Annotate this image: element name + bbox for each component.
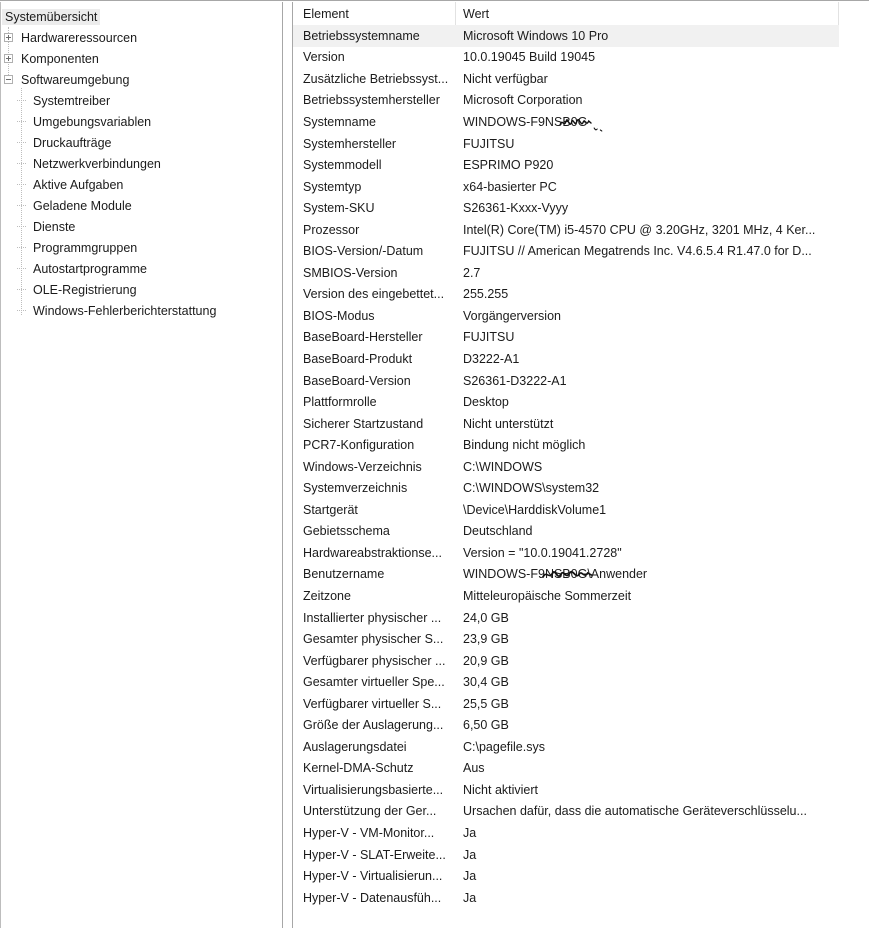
value-cell: Nicht unterstützt xyxy=(463,416,554,431)
table-row[interactable] xyxy=(293,197,839,219)
table-row[interactable] xyxy=(293,693,839,715)
value-cell: Deutschland xyxy=(463,524,533,539)
element-cell: Gesamter virtueller Spe... xyxy=(303,675,445,690)
element-cell: SMBIOS-Version xyxy=(303,265,398,280)
value-cell: Desktop xyxy=(463,395,509,410)
value-cell: ESPRIMO P920 xyxy=(463,158,554,173)
value-text: WINDOWS-F9 xyxy=(463,567,545,582)
tree-item-label: Hardwareressourcen xyxy=(21,30,138,45)
element-cell: BaseBoard-Hersteller xyxy=(303,330,423,345)
value-cell: D3222-A1 xyxy=(463,351,520,366)
table-row[interactable] xyxy=(293,671,839,693)
detail-listview xyxy=(293,2,839,908)
category-tree-panel xyxy=(0,2,283,928)
value-cell: Vorgängerversion xyxy=(463,308,561,323)
table-row[interactable] xyxy=(293,499,839,521)
table-row[interactable] xyxy=(293,521,839,543)
table-row[interactable] xyxy=(293,219,839,241)
value-text: WINDOWS-F9NS xyxy=(463,114,563,129)
element-cell: Auslagerungsdatei xyxy=(303,739,407,754)
tree-item-windows-fehlerberichterstattung[interactable] xyxy=(1,300,282,321)
element-cell: System-SKU xyxy=(303,201,375,216)
element-cell: Verfügbarer virtueller S... xyxy=(303,696,442,711)
value-cell: Ja xyxy=(463,847,477,862)
element-cell: BaseBoard-Produkt xyxy=(303,351,413,366)
table-row[interactable] xyxy=(293,348,839,370)
tree-item-umgebungsvariablen[interactable] xyxy=(1,111,282,132)
tree-item-aktive-aufgaben[interactable] xyxy=(1,174,282,195)
value-cell: Ja xyxy=(463,826,477,840)
panel-splitter[interactable] xyxy=(284,2,292,928)
expand-icon[interactable] xyxy=(4,54,13,63)
table-row[interactable] xyxy=(293,650,839,672)
element-cell: Unterstützung der Ger... xyxy=(303,804,437,819)
table-row[interactable] xyxy=(293,370,839,392)
value-cell: Aus xyxy=(463,761,485,776)
table-row[interactable] xyxy=(293,25,839,47)
table-row[interactable] xyxy=(293,477,839,499)
tree-item-label: Dienste xyxy=(33,219,76,234)
value-cell: C:\WINDOWS\system32 xyxy=(463,481,600,496)
element-cell: Version des eingebettet... xyxy=(303,287,445,302)
element-cell: Windows-Verzeichnis xyxy=(303,459,422,474)
tree-item-label: Komponenten xyxy=(21,51,99,66)
table-row[interactable] xyxy=(293,240,839,262)
value-cell: 30,4 GB xyxy=(463,675,509,690)
table-row[interactable] xyxy=(293,779,839,801)
element-cell: Virtualisierungsbasierte... xyxy=(303,782,444,797)
table-row[interactable] xyxy=(293,327,839,349)
table-row[interactable] xyxy=(293,133,839,155)
element-cell: Betriebssystemname xyxy=(303,28,420,43)
value-cell xyxy=(456,111,839,133)
value-cell: Nicht aktiviert xyxy=(463,782,539,797)
value-cell: 10.0.19045 Build 19045 xyxy=(463,50,596,65)
table-row[interactable] xyxy=(293,628,839,650)
value-cell: Microsoft Windows 10 Pro xyxy=(463,28,609,43)
tree-branch-line xyxy=(17,184,26,185)
table-row[interactable] xyxy=(293,758,839,780)
tree-item-label: Aktive Aufgaben xyxy=(33,177,124,192)
value-cell xyxy=(456,564,839,586)
listview-header xyxy=(293,2,839,25)
table-row[interactable] xyxy=(293,564,839,586)
tree-item-systemtreiber[interactable] xyxy=(1,90,282,111)
element-cell: Plattformrolle xyxy=(303,395,377,410)
element-cell: Gebietsschema xyxy=(303,524,390,539)
table-row[interactable] xyxy=(293,434,839,456)
tree-item-label: Netzwerkverbindungen xyxy=(33,156,161,171)
value-cell: C:\pagefile.sys xyxy=(463,739,545,754)
element-cell: Kernel-DMA-Schutz xyxy=(303,761,414,776)
table-row[interactable] xyxy=(293,90,839,112)
tree-item-hardwareressourcen[interactable] xyxy=(1,27,282,48)
tree-item-dienste[interactable] xyxy=(1,216,282,237)
element-cell: Hyper-V - SLAT-Erweite... xyxy=(303,847,446,862)
element-cell: Prozessor xyxy=(303,222,360,237)
element-cell: BaseBoard-Version xyxy=(303,373,411,388)
tree-item-softwareumgebung[interactable] xyxy=(1,69,282,90)
redacted-value-text xyxy=(562,115,587,129)
value-text: NSB0G xyxy=(544,567,588,582)
value-cell: Ursachen dafür, dass die automatische Geräteverschlüsselu... xyxy=(463,804,807,819)
table-row[interactable] xyxy=(293,68,839,90)
tree-item-label: Programmgruppen xyxy=(33,240,138,255)
tree-branch-line xyxy=(17,100,26,101)
value-cell: S26361-Kxxx-Vyyy xyxy=(463,201,569,216)
value-text: \Anwender xyxy=(587,567,648,582)
table-row[interactable] xyxy=(293,736,839,758)
value-cell: Microsoft Corporation xyxy=(463,93,583,108)
value-cell: 23,9 GB xyxy=(463,632,509,647)
value-cell: Mitteleuropäische Sommerzeit xyxy=(463,588,632,603)
element-cell: Zeitzone xyxy=(303,588,351,603)
value-cell: 2.7 xyxy=(463,265,481,280)
tree-item-netzwerkverbindungen[interactable] xyxy=(1,153,282,174)
tree-item-label: Geladene Module xyxy=(33,198,132,213)
element-cell: BIOS-Version/-Datum xyxy=(303,244,424,259)
tree-branch-line xyxy=(17,247,26,248)
table-row[interactable] xyxy=(293,413,839,435)
value-text: B0G xyxy=(562,114,588,129)
value-cell: Ja xyxy=(463,890,477,905)
table-row[interactable] xyxy=(293,456,839,478)
tree-branch-line xyxy=(17,310,26,311)
table-row[interactable] xyxy=(293,887,839,909)
tree-branch-line xyxy=(17,226,26,227)
element-cell: Größe der Auslagerung... xyxy=(303,718,444,733)
category-tree xyxy=(1,2,282,321)
table-row[interactable] xyxy=(293,865,839,887)
element-cell: Version xyxy=(303,50,345,65)
table-row[interactable] xyxy=(293,822,839,844)
value-cell: FUJITSU // American Megatrends Inc. V4.6.5.4 R1.47.0 for D... xyxy=(463,244,812,259)
tree-branch-line xyxy=(17,121,26,122)
column-header-element[interactable]: Element xyxy=(293,2,456,25)
element-cell: Startgerät xyxy=(303,502,358,517)
expand-icon[interactable] xyxy=(4,33,13,42)
table-row[interactable] xyxy=(293,305,839,327)
table-row[interactable] xyxy=(293,607,839,629)
table-row[interactable] xyxy=(293,542,839,564)
table-row[interactable] xyxy=(293,715,839,737)
tree-branch-line xyxy=(17,163,26,164)
tree-item-autostartprogramme[interactable] xyxy=(1,258,282,279)
element-cell: Systemverzeichnis xyxy=(303,481,408,496)
tree-item-label: Windows-Fehlerberichterstattung xyxy=(33,303,217,318)
table-row[interactable] xyxy=(293,47,839,69)
value-cell: 24,0 GB xyxy=(463,610,509,625)
collapse-icon[interactable] xyxy=(4,75,13,84)
element-cell: Hyper-V - VM-Monitor... xyxy=(303,826,435,840)
tree-item-programmgruppen[interactable] xyxy=(1,237,282,258)
table-row[interactable] xyxy=(293,801,839,823)
tree-item-label: Softwareumgebung xyxy=(21,72,130,87)
element-cell: Gesamter physischer S... xyxy=(303,632,444,647)
value-cell: FUJITSU xyxy=(463,330,515,345)
value-cell: Ja xyxy=(463,869,477,884)
table-row[interactable] xyxy=(293,284,839,306)
tree-branch-line xyxy=(17,142,26,143)
element-cell: Zusätzliche Betriebssyst... xyxy=(303,71,449,86)
element-cell: Betriebssystemhersteller xyxy=(303,93,440,108)
value-cell: 6,50 GB xyxy=(463,718,509,733)
table-row[interactable] xyxy=(293,585,839,607)
value-cell: Intel(R) Core(TM) i5-4570 CPU @ 3.20GHz, 3201 MHz, 4 Ker... xyxy=(463,222,816,237)
table-row[interactable] xyxy=(293,111,839,133)
value-cell: \Device\HarddiskVolume1 xyxy=(463,502,607,517)
element-cell: BIOS-Modus xyxy=(303,308,375,323)
value-cell: x64-basierter PC xyxy=(463,179,557,194)
tree-item-ole-registrierung[interactable] xyxy=(1,279,282,300)
tree-item-geladene-module[interactable] xyxy=(1,195,282,216)
tree-item-komponenten[interactable] xyxy=(1,48,282,69)
tree-item-label: Systemübersicht xyxy=(2,9,100,25)
element-cell: Hyper-V - Datenausfüh... xyxy=(303,890,442,905)
listview-body xyxy=(293,25,839,908)
element-cell: PCR7-Konfiguration xyxy=(303,438,415,453)
redacted-value-text xyxy=(545,567,587,581)
value-cell: 255.255 xyxy=(463,287,509,302)
element-cell: Sicherer Startzustand xyxy=(303,416,424,431)
tree-item-label: OLE-Registrierung xyxy=(33,282,137,297)
table-row[interactable] xyxy=(293,391,839,413)
detail-panel xyxy=(292,2,869,928)
tree-item-label: Druckaufträge xyxy=(33,135,112,150)
element-cell: Hyper-V - Virtualisierun... xyxy=(303,869,443,884)
table-row[interactable] xyxy=(293,262,839,284)
tree-item-label: Umgebungsvariablen xyxy=(33,114,152,129)
value-cell: 25,5 GB xyxy=(463,696,509,711)
tree-item-label: Systemtreiber xyxy=(33,93,111,108)
tree-branch-line xyxy=(17,289,26,290)
tree-branch-line xyxy=(17,205,26,206)
value-cell: Version = "10.0.19041.2728" xyxy=(463,545,622,560)
value-cell: 20,9 GB xyxy=(463,653,509,668)
element-cell: Benutzername xyxy=(303,567,385,582)
element-cell: Hardwareabstraktionse... xyxy=(303,545,442,560)
element-cell: Systemmodell xyxy=(303,158,382,173)
tree-item-druckaufträge[interactable] xyxy=(1,132,282,153)
table-row[interactable] xyxy=(293,844,839,866)
column-header-wert[interactable]: Wert xyxy=(456,2,839,25)
element-cell: Systemtyp xyxy=(303,179,362,194)
element-cell: Systemhersteller xyxy=(303,136,397,151)
element-cell: Installierter physischer ... xyxy=(303,610,442,625)
element-cell: Systemname xyxy=(303,114,376,129)
value-cell: Nicht verfügbar xyxy=(463,71,548,86)
tree-branch-line xyxy=(17,268,26,269)
value-cell: FUJITSU xyxy=(463,136,515,151)
element-cell: Verfügbarer physischer ... xyxy=(303,653,446,668)
value-cell: Bindung nicht möglich xyxy=(463,438,586,453)
value-cell: C:\WINDOWS xyxy=(463,459,543,474)
value-cell: S26361-D3222-A1 xyxy=(463,373,567,388)
tree-item-label: Autostartprogramme xyxy=(33,261,147,276)
tree-item-systemübersicht[interactable] xyxy=(1,6,282,27)
table-row[interactable] xyxy=(293,154,839,176)
table-row[interactable] xyxy=(293,176,839,198)
